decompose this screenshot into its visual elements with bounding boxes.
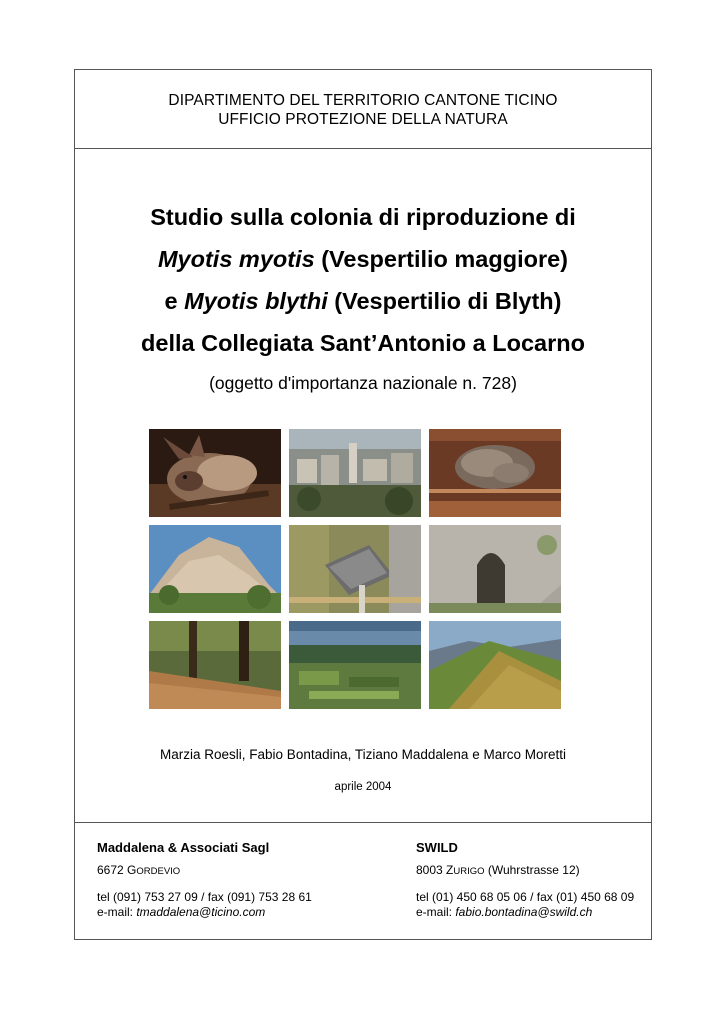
department-name: DIPARTIMENTO DEL TERRITORIO CANTONE TICINO (168, 92, 558, 109)
authors: Marzia Roesli, Fabio Bontadina, Tiziano Maddalena e Marco Moretti (160, 747, 566, 762)
address-right: 8003 ZURIGO (Wuhrstrasse 12) (416, 863, 580, 877)
contact-footer (75, 822, 651, 941)
email-left: e-mail: tmaddalena@ticino.com (97, 905, 266, 919)
photo-rocky-hill (149, 525, 281, 613)
subtitle: (oggetto d'importanza nazionale n. 728) (209, 373, 517, 393)
email-link-right[interactable]: fabio.bontadina@swild.ch (455, 905, 593, 919)
phone-left: tel (091) 753 27 09 / fax (091) 753 28 61 (97, 890, 312, 904)
photo-bat-closeup (149, 429, 281, 517)
photo-valley-fields (289, 621, 421, 709)
title-line-4: della Collegiata Sant’Antonio a Locarno (141, 330, 585, 356)
page-frame (74, 69, 652, 940)
species-myotis-blythi: Myotis blythi (184, 288, 328, 314)
photo-town-view (289, 429, 421, 517)
company-name-right: SWILD (416, 840, 458, 855)
office-name: UFFICIO PROTEZIONE DELLA NATURA (218, 111, 508, 128)
photo-forest-leaves (149, 621, 281, 709)
phone-right: tel (01) 450 68 05 06 / fax (01) 450 68 09 (416, 890, 635, 904)
title-line-2: Myotis myotis (Vespertilio maggiore) (157, 246, 569, 272)
photo-stone-structure (289, 525, 421, 613)
photo-bat-colony (429, 429, 561, 517)
title-line-1: Studio sulla colonia di riproduzione di (150, 204, 576, 230)
photo-rock-cave (429, 525, 561, 613)
company-name-left: Maddalena & Associati Sagl (97, 840, 270, 855)
email-link-left[interactable]: tmaddalena@ticino.com (136, 905, 266, 919)
species-myotis-myotis: Myotis myotis (157, 246, 315, 272)
email-right: e-mail: fabio.bontadina@swild.ch (416, 905, 593, 919)
department-header (75, 70, 651, 149)
photo-grassy-ridge (429, 621, 561, 709)
publication-date: aprile 2004 (334, 781, 392, 793)
title-line-3: e Myotis blythi (Vespertilio di Blyth) (164, 288, 562, 314)
address-left: 6672 GORDEVIO (97, 863, 181, 877)
